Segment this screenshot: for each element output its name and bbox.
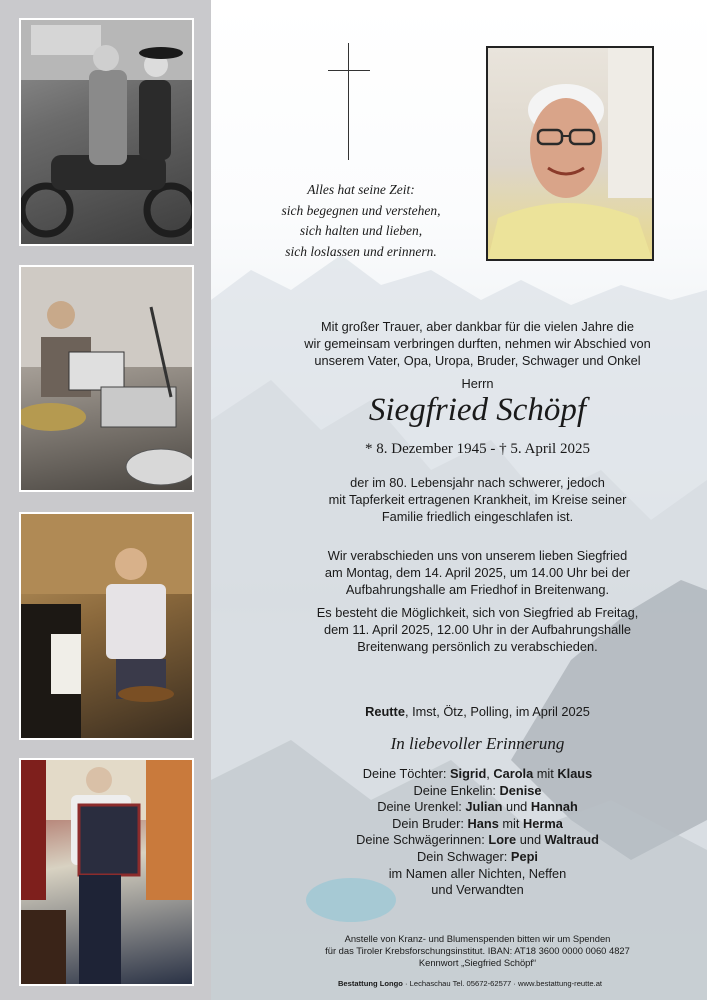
funeral-line: Wir verabschieden uns von unserem lieben Siegfried: [327, 548, 628, 563]
death-text: [290, 474, 665, 525]
poem: [250, 180, 472, 262]
viewing-line: Es besteht die Möglichkeit, sich von Siegfried ab Freitag,: [316, 605, 639, 620]
cross-horizontal: [328, 70, 370, 71]
footer: [250, 979, 690, 988]
life-dates: * 8. Dezember 1945 - † 5. April 2025: [365, 441, 590, 457]
portrait-photo: [486, 46, 654, 261]
place-rest: , Imst, Ötz, Polling, im April 2025: [404, 704, 590, 719]
viewing-line: Breitenwang persönlich zu verabschieden.: [357, 639, 598, 654]
death-line: der im 80. Lebensjahr nach schwerer, jedoch: [350, 475, 605, 490]
family-sisters-in-law: Deine Schwägerinnen: Lore und Waltraud: [356, 832, 599, 848]
poem-line: sich halten und lieben,: [299, 223, 423, 238]
family-greatgrandchildren: Deine Urenkel: Julian und Hannah: [377, 799, 578, 815]
place-main: Reutte: [365, 704, 405, 719]
viewing-line: dem 11. April 2025, 12.00 Uhr in der Aufbahrungshalle: [323, 622, 632, 637]
donation-text: [270, 933, 685, 969]
funeral-text: [290, 547, 665, 598]
photo-accordion-drums: [19, 265, 194, 492]
intro-line: unserem Vater, Opa, Uropa, Bruder, Schwager und Onkel: [314, 353, 641, 368]
intro-line: Mit großer Trauer, aber dankbar für die vielen Jahre die: [321, 319, 634, 334]
salutation: Herrn: [461, 376, 494, 391]
photo-motorcycle: [19, 18, 194, 246]
memory-heading: In liebevoller Erinnerung: [390, 734, 565, 753]
intro-line: wir gemeinsam verbringen durften, nehmen wir Abschied von: [304, 336, 651, 351]
viewing-text: [290, 604, 665, 655]
death-line: mit Tapferkeit ertragenen Krankheit, im Kreise seiner: [328, 492, 627, 507]
funeral-line: am Montag, dem 14. April 2025, um 14.00 Uhr bei der: [324, 565, 631, 580]
family-brother: Dein Bruder: Hans mit Herma: [392, 815, 563, 831]
family-others: und Verwandten: [431, 882, 524, 898]
intro-text: [290, 318, 665, 369]
family-others: im Namen aller Nichten, Neffen: [388, 865, 567, 881]
family-daughters: Deine Töchter: Sigrid, Carola mit Klaus: [362, 766, 593, 781]
photo-sidebar: [0, 0, 211, 1000]
donation-line: für das Tiroler Krebsforschungsinstitut. IBAN: AT18 3600 0000 0060 4827: [325, 945, 630, 956]
donation-line: Anstelle von Kranz- und Blumenspenden bitten wir um Spenden: [344, 933, 611, 944]
footer-address: · Lechaschau Tel. 05672-62577 · www.bestattung-reutte.at: [402, 979, 603, 988]
donation-line: Kennwort „Siegfried Schöpf“: [418, 957, 537, 968]
photo-accordion-player: [19, 758, 194, 986]
cross-vertical: [348, 43, 349, 160]
family-granddaughter: Deine Enkelin: Denise: [413, 782, 542, 798]
funeral-line: Aufbahrungshalle am Friedhof in Breitenwang.: [345, 582, 610, 597]
deceased-name: Siegfried Schöpf: [368, 392, 587, 428]
family-list: [290, 766, 665, 899]
poem-line: sich begegnen und verstehen,: [281, 202, 441, 218]
family-brother-in-law: Dein Schwager: Pepi: [417, 848, 538, 864]
footer-company: Bestattung Longo: [337, 979, 403, 988]
place-date: [290, 703, 665, 720]
death-line: Familie friedlich eingeschlafen ist.: [381, 509, 574, 524]
poem-line: Alles hat seine Zeit:: [307, 182, 415, 197]
photo-piano: [19, 512, 194, 740]
poem-line: sich loslassen und erinnern.: [285, 243, 437, 259]
